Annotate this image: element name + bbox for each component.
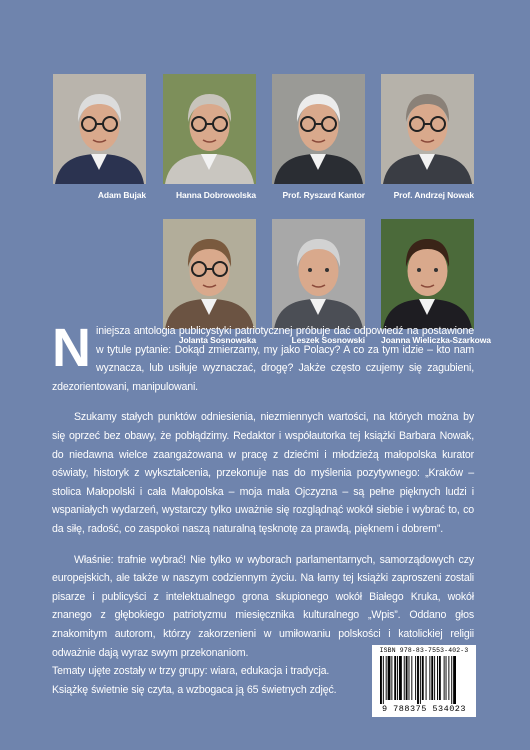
barcode-bar bbox=[386, 656, 387, 700]
barcode-bar bbox=[451, 656, 452, 704]
author-name: Prof. Ryszard Kantor bbox=[282, 190, 365, 200]
barcode-bar bbox=[422, 656, 424, 700]
barcode-bar bbox=[431, 656, 433, 700]
isbn-barcode bbox=[372, 645, 476, 717]
paragraph-4: Tematy ujęte zostały w trzy grupy: wiara, edukacja i tradycja. Książkę świetnie się czyta, a wzbogaca ją 65 świetnych zdjęć. bbox=[52, 665, 337, 696]
barcode-bar bbox=[453, 656, 456, 704]
barcode-bar bbox=[399, 656, 402, 700]
portrait-icon bbox=[272, 219, 365, 329]
barcode-bar bbox=[420, 656, 421, 704]
portrait-icon bbox=[163, 74, 256, 184]
portrait-icon bbox=[53, 74, 146, 184]
author-name: Adam Bujak bbox=[97, 190, 146, 200]
portrait-icon bbox=[272, 74, 365, 184]
barcode-bar bbox=[411, 656, 412, 700]
barcode-bar bbox=[446, 656, 447, 700]
barcode-bar bbox=[406, 656, 408, 700]
barcode-bar bbox=[448, 656, 449, 700]
author-photo bbox=[272, 74, 365, 184]
author-photo bbox=[163, 219, 256, 329]
author-name: Jolanta Sosnowska bbox=[178, 335, 256, 345]
barcode-bar bbox=[434, 656, 435, 700]
author-name: Joanna Wieliczka-Szarkowa bbox=[381, 335, 491, 345]
paragraph-intro bbox=[52, 318, 491, 396]
author-card bbox=[163, 74, 256, 200]
paragraph-3: Właśnie: trafnie wybrać! Nie tylko w wyborach parlamentarnych, samorządowych czy europejskich, ale także w naszym codziennym życiu. Na łamy tej książki zaproszeni zostali pisarze i publicyści z intelektualnego grona skupionego wokół Białego Kruka, wokół znanego z głębokiego patriotyzmu miesięcznika kulturalnego „Wpis”. Oddano głos znakomitym autorom, którzy zakorzenieni w umiłowaniu polskości i katolickiej religii odważnie dają wyraz swym przekonaniom. bbox=[52, 553, 474, 659]
barcode-bar bbox=[426, 656, 427, 700]
portrait-icon bbox=[163, 219, 256, 329]
barcode-bar bbox=[415, 656, 416, 700]
barcode-bar bbox=[383, 656, 384, 704]
author-card bbox=[53, 74, 146, 200]
portrait-icon bbox=[381, 219, 474, 329]
barcode-bar bbox=[380, 656, 382, 704]
author-card bbox=[381, 74, 474, 200]
isbn-label: ISBN 978-83-7553-402-3 bbox=[379, 647, 469, 654]
paragraph-2: Szukamy stałych punktów odniesienia, niezmiennych wartości, na których można by się oprzeć bez obawy, że pobłądzimy. Redaktor i współautorka tej książki Barbara Nowak, do niedawna wielce zaangażowana w pracę z dziećmi i młodzieżą małopolska kurator oświaty, historyk z wykształcenia, przekonuje nas do myślenia pozytywnego: „Kraków – stolica Małopolski i cała Małopolska – moja mała Ojczyzna – są pełne pięknych ludzi i wspaniałych wydarzeń, wystarczy tylko uważnie się rozglądnąć wokół siebie i wybrać to, co da siłę, radość, co zaspokoi naszą naturalną tęsknotę za prawdą, pięknem i dobrem”. bbox=[52, 411, 474, 535]
barcode-bar bbox=[444, 656, 445, 700]
barcode-bar bbox=[397, 656, 398, 700]
author-card bbox=[272, 74, 365, 200]
author-name: Prof. Andrzej Nowak bbox=[393, 190, 474, 200]
barcode-bar bbox=[437, 656, 438, 700]
author-photo bbox=[381, 74, 474, 184]
barcode-bar bbox=[394, 656, 396, 700]
barcode-bars bbox=[380, 656, 468, 704]
barcode-bar bbox=[391, 656, 392, 700]
ean-number: 9 788375 534023 bbox=[381, 704, 466, 714]
author-photo bbox=[53, 74, 146, 184]
paragraph-intro-body: iniejsza antologia publicystyki patriotycznej próbuje dać odpowiedź na postawione w tytule pytanie: Dokąd zmierzamy, my jako Polacy? A co za tym idzie – kto nam wyznacza, lub usiłuje wyznaczać, drogę? Jakże często czujemy się zagubieni, zdezorientowani, manipulowani. bbox=[52, 325, 474, 393]
barcode-bar bbox=[429, 656, 430, 700]
barcode-bar bbox=[439, 656, 441, 700]
author-gallery bbox=[0, 0, 530, 350]
portrait-icon bbox=[381, 74, 474, 184]
author-photo bbox=[163, 74, 256, 184]
author-photo bbox=[272, 219, 365, 329]
author-photo bbox=[381, 219, 474, 329]
drop-cap: N bbox=[52, 318, 91, 378]
barcode-bar bbox=[417, 656, 419, 704]
author-name: Hanna Dobrowolska bbox=[175, 190, 256, 200]
barcode-bar bbox=[388, 656, 391, 700]
barcode-bar bbox=[404, 656, 405, 700]
blurb-text bbox=[52, 318, 491, 699]
barcode-bar bbox=[409, 656, 410, 700]
author-name: Leszek Sosnowski bbox=[291, 335, 365, 345]
